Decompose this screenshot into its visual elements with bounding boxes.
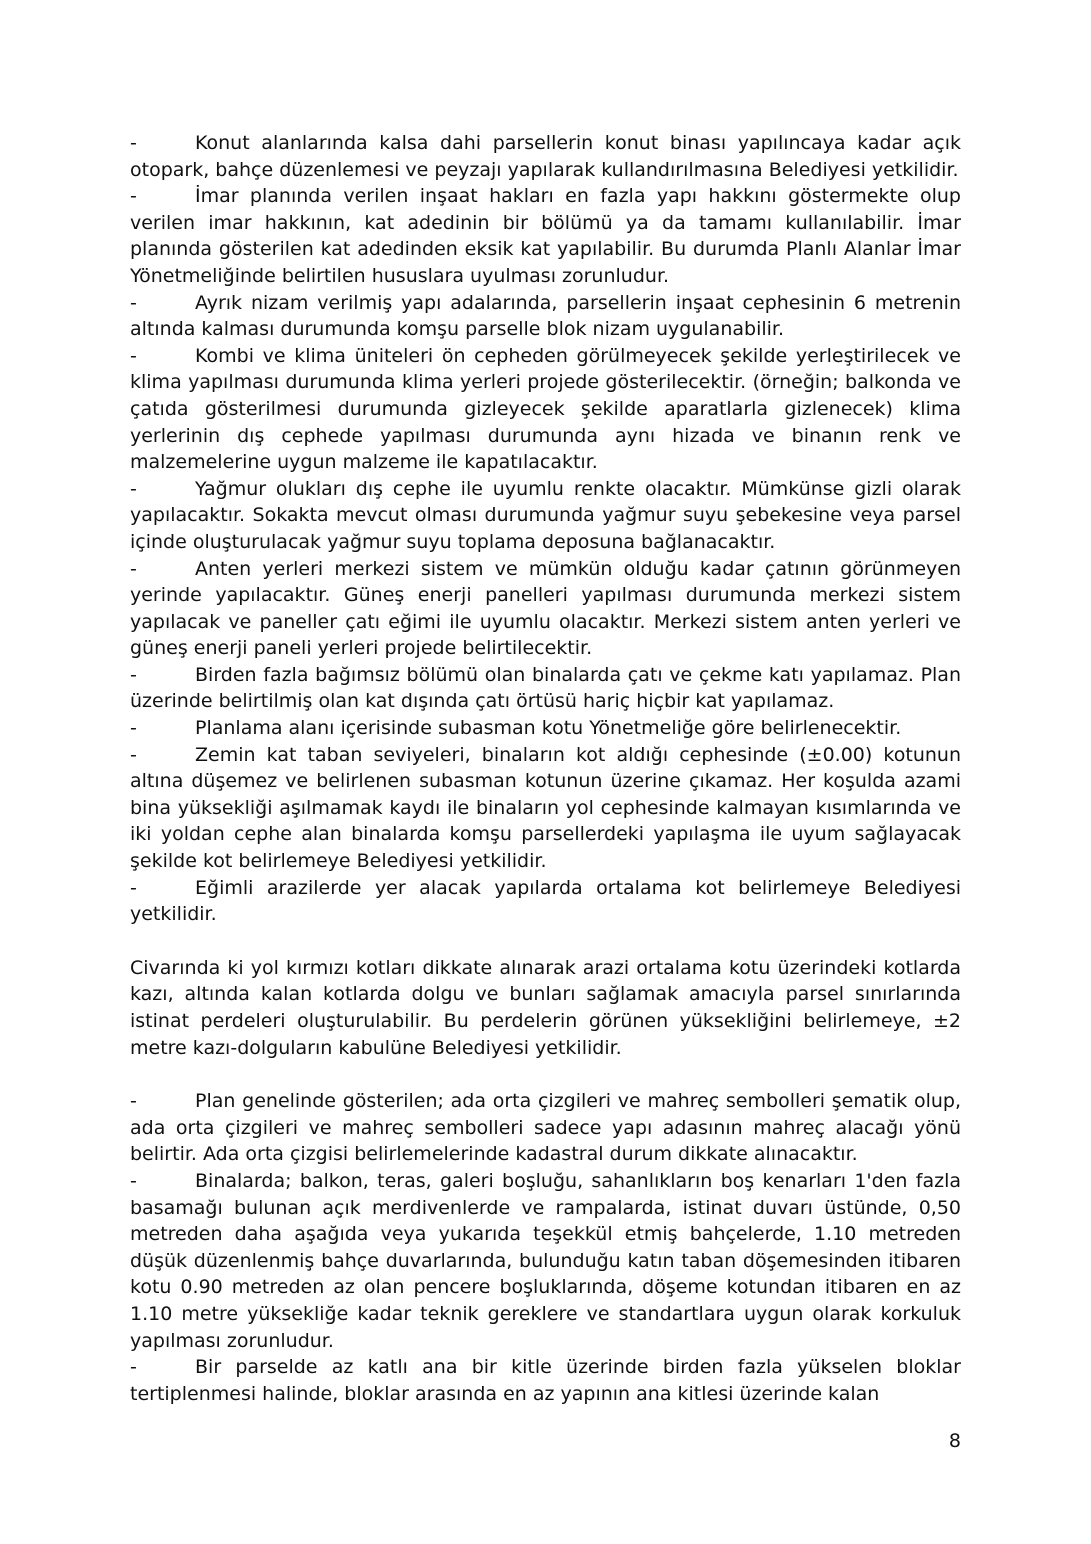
- list-item: [130, 662, 961, 715]
- list-item-text: Eğimli arazilerde yer alacak yapılarda ortalama kot belirlemeye Belediyesi yetkilidir.: [130, 876, 961, 926]
- list-item: [130, 290, 961, 343]
- list-item-text: Binalarda; balkon, teras, galeri boşluğu, sahanlıkların boş kenarları 1'den fazla basamağı bulunan açık merdivenlerde ve rampalarda, istinat duvarı üstünde, 0,50 metreden daha aşağıda veya yukarıda teşekkül etmiş bahçelerde, 1.10 metreden düşük düzenlenmiş bahçe duvarlarında, bulunduğu katın taban döşemesinden itibaren kotu 0.90 metreden az olan pencere boşluklarında, döşeme kotundan itibaren en az 1.10 metre yüksekliğe kadar teknik gereklere ve standartlara uygun olarak korkuluk yapılması zorunludur.: [130, 1169, 961, 1352]
- list-dash: -: [130, 1090, 137, 1113]
- page-content: [130, 130, 961, 1407]
- list-item: [130, 556, 961, 662]
- paragraph-spacer: [130, 1061, 961, 1088]
- list-item-text: Ayrık nizam verilmiş yapı adalarında, parsellerin inşaat cephesinin 6 metrenin altında kalması durumunda komşu parselle blok nizam uygulanabilir.: [130, 291, 961, 341]
- list-item: [130, 130, 961, 183]
- list-dash: -: [130, 663, 137, 686]
- list-dash: -: [130, 717, 137, 740]
- list-item-text: Bir parselde az katlı ana bir kitle üzerinde birden fazla yükselen bloklar tertiplenmesi halinde, bloklar arasında en az yapının ana kitlesi üzerinde kalan: [130, 1356, 961, 1405]
- list-dash: -: [130, 185, 137, 208]
- list-item: [130, 875, 961, 928]
- list-item-text: Anten yerleri merkezi sistem ve mümkün olduğu kadar çatının görünmeyen yerinde yapılacaktır. Güneş enerji panelleri yapılması durumunda merkezi sistem yapılacak ve paneller çatı eğimi ile uyumlu olacaktır. Merkezi sistem anten yerleri ve güneş enerji paneli yerleri projede belirtilecektir.: [130, 557, 961, 660]
- list-item: [130, 1088, 961, 1168]
- list-dash: -: [130, 344, 137, 367]
- list-item-text: Planlama alanı içerisinde subasman kotu Yönetmeliğe göre belirlenecektir.: [195, 717, 902, 740]
- list-dash: -: [130, 291, 137, 314]
- list-item-text: Zemin kat taban seviyeleri, binaların kot aldığı cephesinde (±0.00) kotunun altına düşemez ve belirlenen subasman kotunun üzerine çıkamaz. Her koşulda azami bina yüksekliği aşılmamak kaydı ile binaların yol cephesinde kalmayan kısımlarında ve iki yoldan cephe alan binalarda komşu parsellerdeki yapılaşma ile uyum sağlayacak şekilde kot belirlemeye Belediyesi yetkilidir.: [130, 743, 961, 873]
- list-dash: -: [130, 1169, 137, 1192]
- list-dash: -: [130, 743, 137, 766]
- body-paragraph: Civarında ki yol kırmızı kotları dikkate alınarak arazi ortalama kotu üzerindeki kotlarda kazı, altında kalan kotlarda dolgu ve bunları sağlamak amacıyla parsel sınırlarında istinat perdeleri oluşturulabilir. Bu perdelerin görünen yüksekliğini belirlemeye, ±2 metre kazı-dolguların kabulüne Belediyesi yetkilidir.: [130, 956, 961, 1059]
- list-item: [130, 715, 961, 742]
- list-item: [130, 1354, 961, 1407]
- list-item-text: Kombi ve klima üniteleri ön cepheden görülmeyecek şekilde yerleştirilecek ve klima yapılması durumunda klima yerleri projede gösterilecektir. (örneğin; balkonda ve çatıda gösterilmesi durumunda gizleyecek şekilde aparatlarla gizlenecek) klima yerlerinin dış cephede yapılması durumunda aynı hizada ve binanın renk ve malzemelerine uygun malzeme ile kapatılacaktır.: [130, 344, 961, 474]
- list-dash: -: [130, 876, 137, 899]
- list-dash: -: [130, 557, 137, 580]
- list-item: [130, 183, 961, 289]
- paragraph-spacer: [130, 928, 961, 955]
- list-item-text: Birden fazla bağımsız bölümü olan binalarda çatı ve çekme katı yapılamaz. Plan üzerinde belirtilmiş olan kat dışında çatı örtüsü hariç hiçbir kat yapılamaz.: [130, 663, 961, 713]
- list-item: [130, 1168, 961, 1354]
- list-dash: -: [130, 1356, 137, 1379]
- list-item-text: Yağmur olukları dış cephe ile uyumlu renkte olacaktır. Mümkünse gizli olarak yapılacaktır. Sokakta mevcut olması durumunda yağmur suyu şebekesine veya parsel içinde oluşturulacak yağmur suyu toplama deposuna bağlanacaktır.: [130, 477, 961, 553]
- list-item: [130, 343, 961, 476]
- list-dash: -: [130, 477, 137, 500]
- list-item-text: İmar planında verilen inşaat hakları en fazla yapı hakkını göstermekte olup verilen imar hakkının, kat adedinin bir bölümü ya da tamamı kullanılabilir. İmar planında gösterilen kat adedinden eksik kat yapılabilir. Bu durumda Planlı Alanlar İmar Yönetmeliğinde belirtilen hususlara uyulması zorunludur.: [130, 185, 961, 287]
- list-dash: -: [130, 132, 137, 154]
- list-item: [130, 476, 961, 556]
- page-number: 8: [948, 1430, 961, 1452]
- list-item-text: Plan genelinde gösterilen; ada orta çizgileri ve mahreç sembolleri şematik olup, ada orta çizgileri ve mahreç sembolleri sadece yapı adasının mahreç alacağı yönü belirtir. Ada orta çizgisi belirlemelerinde kadastral durum dikkate alınacaktır.: [130, 1090, 961, 1166]
- list-item-text: Konut alanlarında kalsa dahi parsellerin konut binası yapılıncaya kadar açık otopark, bahçe düzenlemesi ve peyzajı yapılarak kullandırılmasına Belediyesi yetkilidir.: [130, 132, 961, 181]
- list-item: [130, 742, 961, 875]
